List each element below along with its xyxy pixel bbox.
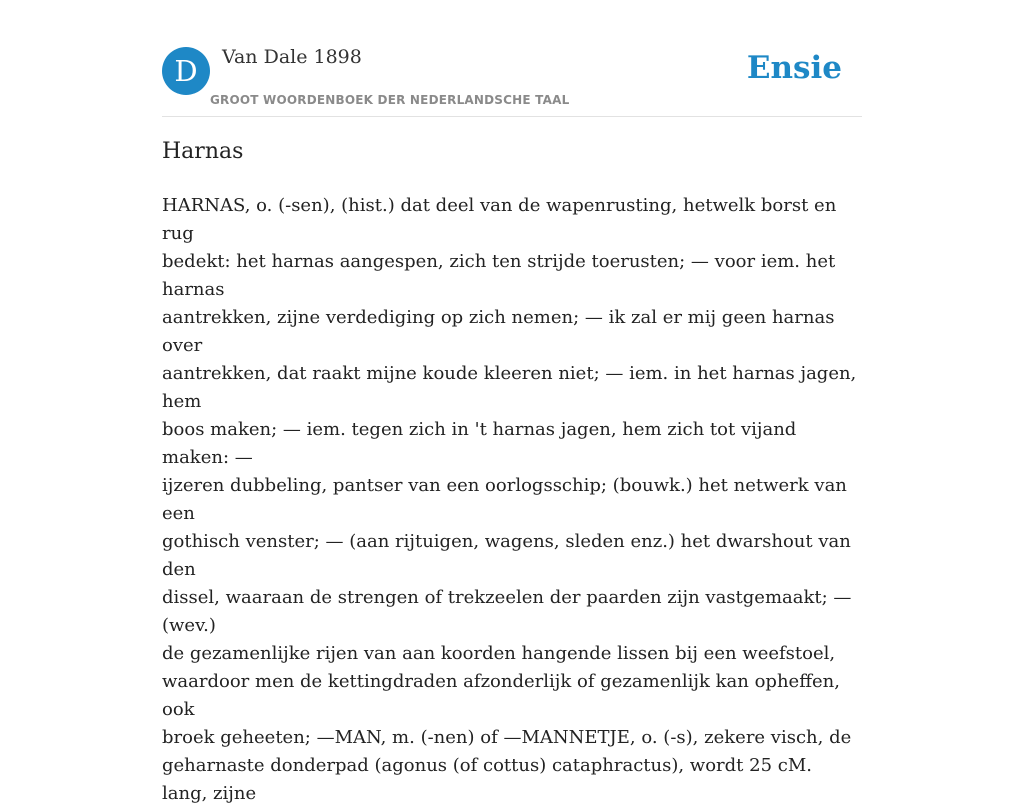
- source-title[interactable]: Van Dale 1898: [222, 46, 362, 68]
- source-subtitle: GROOT WOORDENBOEK DER NEDERLANDSCHE TAAL: [210, 93, 570, 107]
- entry-title: Harnas: [162, 139, 244, 164]
- ensie-brand-link[interactable]: Ensie: [746, 50, 842, 86]
- entry-definition: HARNAS, o. (-sen), (hist.) dat deel van de wapenrusting, hetwelk borst en rug bedekt: het harnas aangespen, zich ten strijde toerusten; — voor iem. het harnas aantrekken, zijne verdediging op zich nemen; — ik zal er mij geen harnas over aantrekken, dat raakt mijne koude kleeren niet; — iem. in het harnas jagen, hem boos maken; — iem. tegen zich in 't harnas jagen, hem zich tot vijand maken: — ijzeren dubbeling, pantser van een oorlogsschip; (bouwk.) het netwerk van een gothisch venster; — (aan rijtuigen, wagens, sleden enz.) het dwarshout van den dissel, waaraan de strengen of trekzeelen der paarden zijn vastgemaakt; — (wev.) de gezamenlijke rijen van aan koorden hangende lissen bij een weefstoel, waardoor men de kettingdraden afzonderlijk of gezamenlijk kan opheffen, ook broek geheeten; —MAN, m. (-nen) of —MANNETJE, o. (-s), zekere visch, de geharnaste donderpad (agonus (of cottus) cataphractus), wordt 25 cM. lang, zijne: [162, 195, 857, 804]
- dictionary-logo[interactable]: D: [162, 47, 210, 95]
- site-header: [162, 40, 862, 117]
